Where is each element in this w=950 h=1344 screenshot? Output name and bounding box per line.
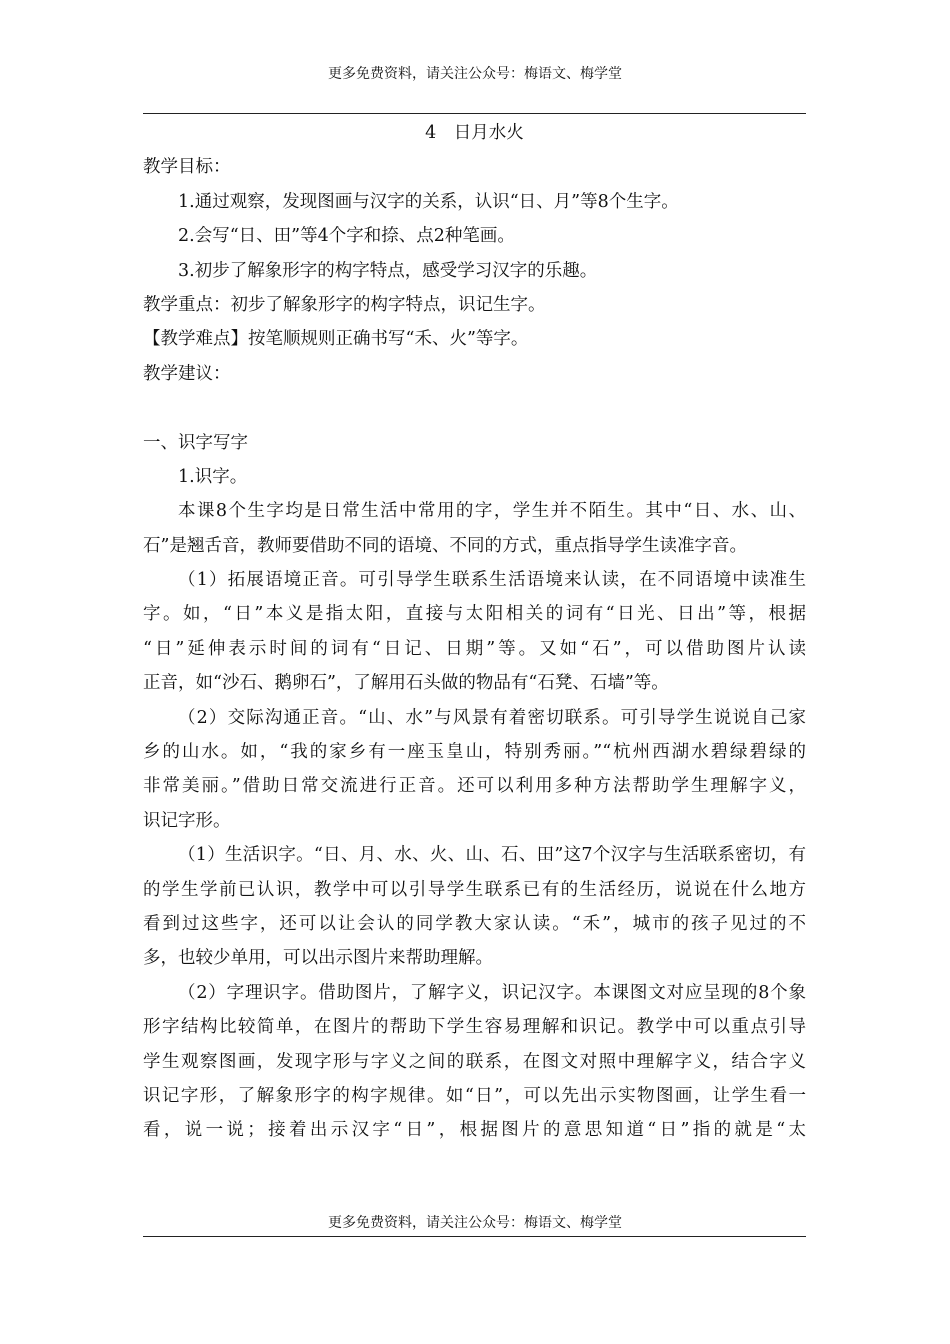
paragraph	[143, 701, 806, 839]
paragraph-line: 看，说一说；接着出示汉字“日”，根据图片的意思知道“日”指的就是“太	[143, 1120, 806, 1141]
paragraph	[143, 976, 806, 1148]
paragraph-line: 的学生学前已认识，教学中可以引导学生联系已有的生活经历，说说在什么地方	[143, 879, 806, 900]
paragraph-line: 本课8个生字均是日常生活中常用的字，学生并不陌生。其中“日、水、山、	[178, 501, 806, 522]
goal-item: 1.通过观察，发现图画与汉字的关系，认识“日、月”等8个生字。	[178, 191, 679, 212]
paragraph-line: （1）拓展语境正音。可引导学生联系生活语境来认读，在不同语境中读准生	[178, 570, 806, 591]
paragraph	[143, 494, 806, 563]
paragraph-line: 字。如，“日”本义是指太阳，直接与太阳相关的词有“日光、日出”等，根据	[143, 604, 806, 625]
paragraph-line: （2）交际沟通正音。“山、水”与风景有着密切联系。可引导学生说说自己家	[178, 707, 806, 728]
spacer	[143, 391, 806, 425]
paragraph	[143, 563, 806, 701]
page-header: 更多免费资料，请关注公众号：梅语文、梅学堂	[328, 66, 622, 82]
suggestion-heading: 教学建议：	[143, 363, 231, 384]
paragraph-line: 多，也较少单用，可以出示图片来帮助理解。	[143, 948, 493, 969]
page-footer: 更多免费资料，请关注公众号：梅语文、梅学堂	[328, 1215, 622, 1231]
document-body	[143, 116, 806, 1148]
paragraph-line: 形字结构比较简单，在图片的帮助下学生容易理解和识记。教学中可以重点引导	[143, 1017, 806, 1038]
footer-divider	[143, 1236, 806, 1237]
paragraph-line: 看到过这些字，还可以让会认的同学教大家认读。“禾”，城市的孩子见过的不	[143, 913, 806, 934]
paragraph-line: 识记字形，了解象形字的构字规律。如“日”，可以先出示实物图画，让学生看一	[143, 1085, 806, 1106]
difficulty: 【教学难点】按笔顺规则正确书写“禾、火”等字。	[143, 329, 529, 350]
paragraph-line: 非常美丽。”借助日常交流进行正音。还可以利用多种方法帮助学生理解字义，	[143, 776, 806, 797]
lesson-title: 4 日月水火	[425, 123, 524, 143]
goals-heading: 教学目标：	[143, 157, 231, 178]
section-heading: 一、识字写字	[143, 432, 248, 453]
paragraph-line: （1）生活识字。“日、月、水、火、山、石、田”这7个汉字与生活联系密切，有	[178, 845, 806, 866]
paragraph-line: 学生观察图画，发现字形与字义之间的联系，在图文对照中理解字义，结合字义	[143, 1051, 806, 1072]
header-divider	[143, 113, 806, 114]
paragraph-line: “日”延伸表示时间的词有“日记、日期”等。又如“石”，可以借助图片认读	[143, 638, 806, 659]
subsection-heading: 1.识字。	[178, 466, 248, 487]
paragraph-line: （2）字理识字。借助图片，了解字义，识记汉字。本课图文对应呈现的8个象	[178, 982, 806, 1003]
paragraph-line: 识记字形。	[143, 810, 231, 831]
key-point: 教学重点：初步了解象形字的构字特点，识记生字。	[143, 294, 546, 315]
paragraph	[143, 838, 806, 976]
paragraph-line: 石”是翘舌音，教师要借助不同的语境、不同的方式，重点指导学生读准字音。	[143, 535, 747, 556]
goal-item: 3.初步了解象形字的构字特点，感受学习汉字的乐趣。	[178, 260, 598, 281]
goal-item: 2.会写“日、田”等4个字和捺、点2种笔画。	[178, 226, 515, 247]
paragraph-line: 正音，如“沙石、鹅卵石”，了解用石头做的物品有“石凳、石墙”等。	[143, 673, 669, 694]
paragraph-line: 乡的山水。如，“我的家乡有一座玉皇山，特别秀丽。”“杭州西湖水碧绿碧绿的	[143, 742, 806, 763]
